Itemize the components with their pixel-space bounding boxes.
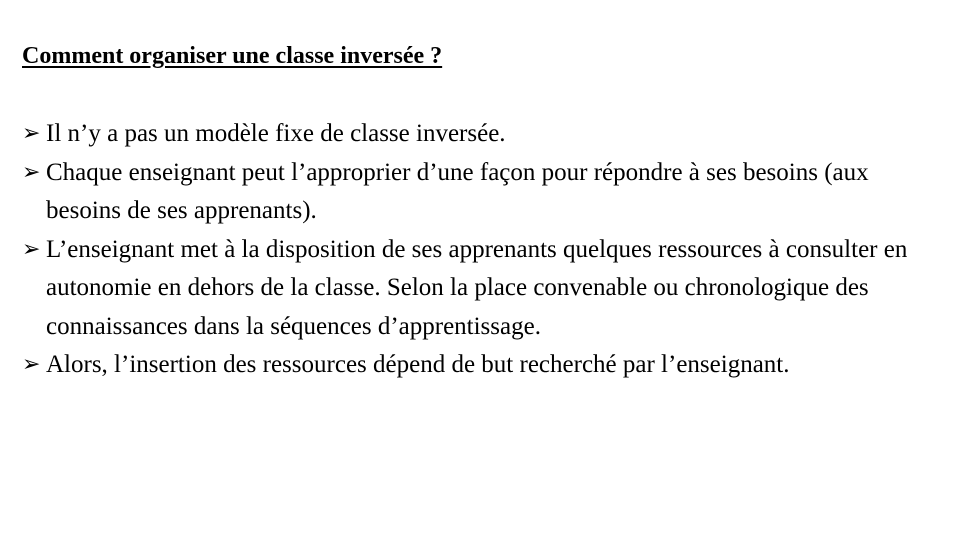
bullet-text: Chaque enseignant peut l’approprier d’une façon pour répondre à ses besoins (aux besoins de ses apprenants). bbox=[46, 158, 869, 224]
bullet-item bbox=[22, 346, 932, 385]
bullet-text: L’enseignant met à la disposition de ses apprenants quelques ressources à consulter en autonomie en dehors de la classe. Selon la place convenable ou chronologique des connaissances dans la séquences d’apprentissage. bbox=[46, 235, 908, 340]
arrow-bullet-icon: ➢ bbox=[22, 121, 41, 146]
bullet-text: Alors, l’insertion des ressources dépend de but recherché par l’enseignant. bbox=[46, 351, 790, 378]
arrow-bullet-icon: ➢ bbox=[22, 352, 41, 377]
bullet-item bbox=[22, 115, 932, 154]
arrow-bullet-icon: ➢ bbox=[22, 159, 41, 185]
arrow-bullet-icon: ➢ bbox=[22, 236, 41, 262]
slide-title: Comment organiser une classe inversée ? bbox=[22, 43, 443, 69]
bullet-item bbox=[22, 231, 932, 347]
bullet-text: Il n’y a pas un modèle fixe de classe inversée. bbox=[46, 120, 506, 147]
bullet-item bbox=[22, 154, 932, 231]
bullet-list bbox=[22, 115, 932, 385]
